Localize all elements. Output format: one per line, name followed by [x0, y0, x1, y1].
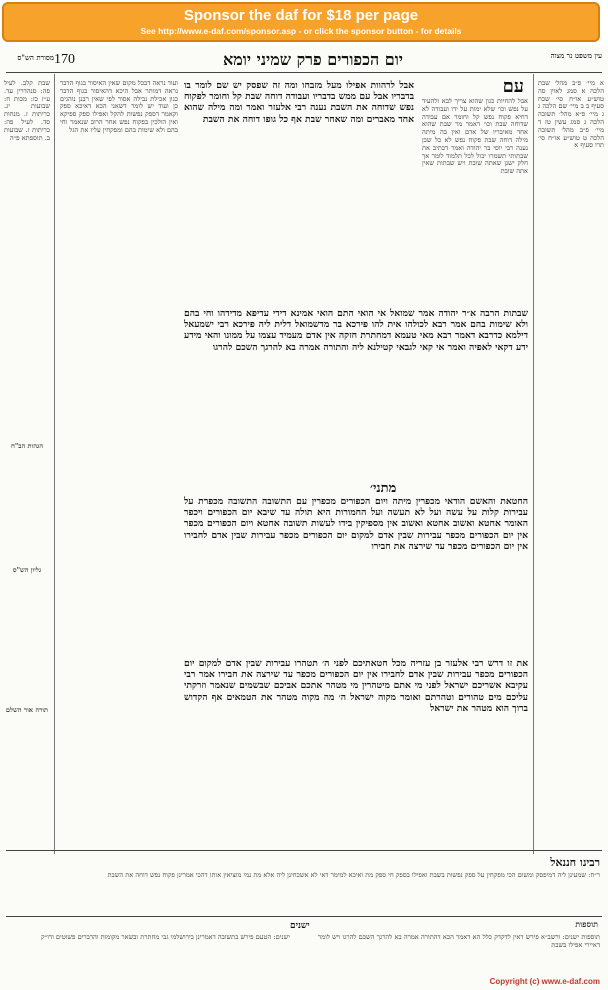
page-header: יום הכפורים פרק שמיני יומא	[223, 50, 403, 69]
tosafot-column: ועוד נראה דבכל מקום שאין האיסור בגוף הדבר נראה דמותר אבל היכא דהאיסור בגוף הדבר כגון אכילת נבילה אסור לפי שאין רבנן נוהגים כן ועוד יש לומר דשאני הכא דאיכא ספק וקאמר דספק נפשות להקל ואפילו ספק ספיקא ואין הולכין בפקוח נפש אחר הרוב שנאמר וחי בהם ולא שימות בהם ומפקחין עליו את הגל	[60, 80, 178, 134]
rashi-column: אבל להחיות כגון שהוא צריך לבא ולהעיד על נפש וכו׳ שלא ימות על ידו ועבודה לא דחיא פקוח נפש קל וחומר אם עבודה שדוחה שבת וכו׳ דאמר מר שבת שהוא אחד מאיבריו של אדם ואין בה מיתה מילה דוחה שבת פקוח נפש לא כל שכן נענה רבי יוסי בר יהודה ואמר דכתיב את שבתותי תשמרו יכול לכל תלמוד לומר אך חלק ישנן שאתה שובת ויש שבתות שאין אתה שובת	[422, 98, 528, 176]
footnote-left: ישנים: הטעם פירש בתשובה דאמרינן בירושלמי גבי מחתרת ובשאר מקומות והדברים פשוטים ודו״ק	[41, 934, 290, 941]
footnote-divider	[6, 916, 602, 917]
margin-left-column: שבת קלב. לעיל פה: סנהדרין עד. ע״ז כז: מכות ח: שבועות יג. כריתות ז. מנחות סד. לעיל פה: כריתות ז. שבועות ב. תוספתא פ״ה	[4, 80, 50, 142]
side-label-gilyon: גליון הש"ס	[12, 566, 42, 574]
dibbur-hamatchil-gemara: עם	[502, 76, 524, 97]
tosafot-yeshanim-label: תוספות	[575, 919, 598, 929]
side-label-hagahot: הגהות הב"ח	[10, 442, 44, 450]
margin-right-rule	[533, 74, 534, 854]
rabbenu-chananel-label: רבינו חננאל	[550, 856, 600, 869]
margin-left-rule	[54, 74, 55, 854]
gemara-top-block: אבל לרהוות אפילו מעל מזבחו ומה זה שפסק יש שם לומר בו בדבריו אבל עם ממש בדבריו ועבודה דוחה שבת קל וחומר לפקוח נפש שדוחה את השבת נענה רבי אלעזר ואמר ומה מילה שהוא אחד מאברים ומה שאחר שבת אף כל גופו דוחה את השבת	[184, 80, 414, 125]
page-number: 170	[54, 52, 75, 67]
yeshanim-label: ישנים	[290, 921, 310, 931]
sponsor-title[interactable]: Sponsor the daf for $18 per page	[183, 7, 419, 24]
gemara-bottom-block: את זו דרש רבי אלעזר בן עזריה מכל חטאתיכם לפני ה׳ תטהרו עבירות שבין אדם למקום יום הכפורים מכפר עבירות שבין אדם לחבירו אין יום הכפורים מכפר עד שירצה את חבירו אמר רבי עקיבא אשריכם ישראל לפני מי אתם מיטהרין מי מטהר אתכם אביכם שבשמים שנאמר וזרקתי עליכם מים טהורים וטהרתם ואומר מקוה ישראל ה׳ מה מקוה מטהר את הטמאים אף הקדוש ברוך הוא מטהר את ישראל	[184, 658, 528, 714]
side-label-torah-or: תורה אור השלם	[5, 706, 49, 714]
header-rule	[6, 72, 602, 73]
sponsor-subtitle[interactable]: See http://www.e-daf.com/sponsor.asp - or click the sponsor button - for details	[140, 26, 462, 36]
sponsor-banner[interactable]	[2, 2, 600, 42]
talmud-page	[0, 46, 608, 990]
mishnah-block: החטאת והאשם הודאי מכפרין מיתה ויום הכפורים מכפרין עם התשובה התשובה מכפרת על עבירות קלות על עשה ועל לא תעשה ועל החמורות היא תולה עד שיבא יום הכפורים ויכפר האומר אחטא ואשוב אחטא ואשוב אין מספיקין בידו לעשות תשובה אחטא ויום הכפורים מכפר אין יום הכפורים מכפר עבירות שבין אדם למקום יום הכפורים מכפר עבירות שבין אדם לחבירו אין יום הכפורים מכפר עד שירצה את חבירו	[184, 496, 528, 552]
header-right-label: עין משפט נר מצוה	[550, 51, 602, 60]
header-left-label: מסורת הש"ס	[17, 53, 54, 62]
bottom-wide-commentary: ר״ח: שמעינן ליה דמיפסק ומשום הכי מפקחין על ספק נפשות בשבת ואפילו בספק חי ספק מת ואיכא למימר דאי לא אשכחינן ליה אלא מת נמי מוציאין אותו דהכי אמרינן פקוח נפש דוחה את השבת	[107, 872, 600, 879]
copyright-footer[interactable]: Copyright (c) www.e-daf.com	[489, 977, 600, 986]
margin-right-column: א מיי׳ פ״ב מהל׳ שבת הלכה א סמג לאוין סה טוש״ע או״ח סי׳ שכח סעיף ב ב מיי׳ שם הלכה ג ג מיי׳ פ״א מהל׳ תשובה הלכה ג סמג עשין טז ד מיי׳ פ״ב מהל׳ תשובה הלכה ט טוש״ע או״ח סי׳ תרו סעיף א	[538, 80, 604, 150]
commentary-divider	[6, 850, 602, 851]
footnote-right: תוספות ישנים: ורשב״א פירש דאין לדקדק כלל הא דאמר הכא דהתורה אמרה בא להרגך השכם להרגו ויש לומר דאיירי אפילו בשבת	[318, 934, 600, 949]
mishnah-label: מתני׳	[370, 481, 397, 496]
gemara-middle-block: שבתות הרבה א״ר יהודה אמר שמואל אי הואי התם הואי אמינא דידי עדיפא מדידהו וחי בהם ולא שימות בהם אמר רבא לכולהו אית להו פירכא בר מדשמואל דלית ליה פירכא רבי ישמעאל דילמא כדרבא דאמר רבא מאי טעמא דמחתרת חזקה אין אדם מעמיד עצמו על ממונו והאי מידע ידע דקאי לאפיה ואמר אי קאי לגבאי קטילנא ליה והתורה אמרה בא להרגך השכם להרגו	[184, 308, 528, 353]
